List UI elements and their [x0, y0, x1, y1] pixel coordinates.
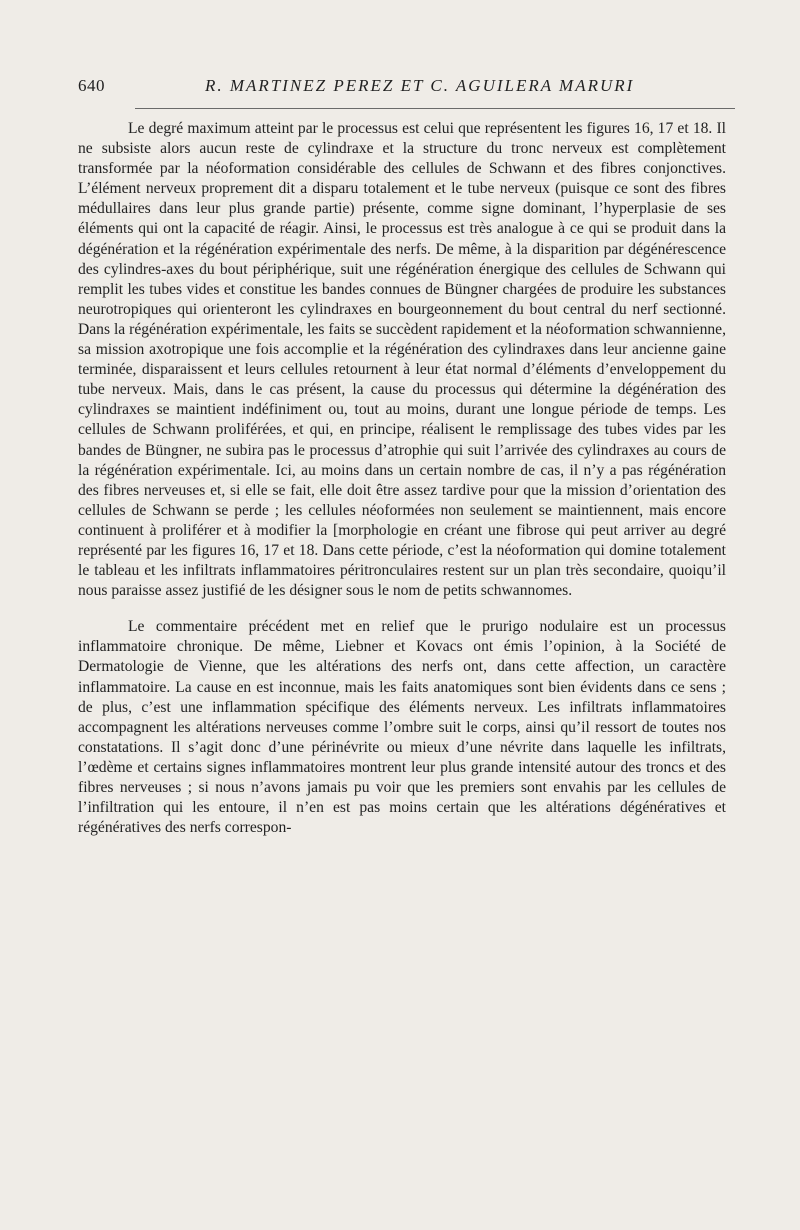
header-rule: [135, 108, 735, 109]
paragraph: Le degré maximum atteint par le processus est celui que représentent les figures 16, 17 et 18. Il ne subsiste alors aucun reste de cylindraxe et la structure du tronc nerveux est complètement transformée par la néoformation considérable des cellules de Schwann et des fibres conjonctives. L’élément nerveux proprement dit a disparu totalement et le tube nerveux (puisque ce sont des fibres médullaires dans leur plus grande partie) présente, comme signe dominant, l’hyperplasie de ses éléments qui ont la capacité de réagir. Ainsi, le processus est très analogue à ce qui se produit dans la dégénération et la régénération expérimentale des nerfs. De même, à la disparition par dégénérescence des cylindres-axes du bout périphérique, suit une régénération énergique des cellules de Schwann qui remplit les tubes vides et constitue les bandes connues de Büngner chargées de produire les substances neurotropiques qui orienteront les cylindraxes en bourgeonnement du bout central du nerf sectionné. Dans la régénération expérimentale, les faits se succèdent rapidement et la néoformation schwannienne, sa mission axotropique une fois accomplie et la régénération des cylindraxes dans leur ancienne gaine terminée, disparaissent et leurs cellules retournent à leur état normal d’éléments d’enveloppement du tube nerveux. Mais, dans le cas présent, la cause du processus qui détermine la dégénération des cylindraxes se maintient indéfiniment ou, tout au moins, durant une longue période de temps. Les cellules de Schwann proliférées, et qui, en principe, réalisent le remplissage des tubes vides par les bandes de Büngner, ne subira pas le processus d’atrophie qui suit l’arrivée des cylindraxes au cours de la régénération expérimentale. Ici, au moins dans un certain nombre de cas, il n’y a pas régénération des fibres nerveuses et, si elle se fait, elle doit être assez tardive pour que la mission d’orientation des cellules de Schwann se perde ; les cellules néoformées non seulement se maintiennent, mais encore continuent à proliférer et à modifier la [morphologie en créant une fibrose qui peut arriver au degré représenté par les figures 16, 17 et 18. Dans cette période, c’est la néoformation qui domine totalement le tableau et les infiltrats inflammatoires péritronculaires restent sur un plan très secondaire, quoiqu’il nous paraisse assez justifié de les désigner sous le nom de petits schwannomes.: [78, 120, 726, 600]
body-text: [78, 119, 726, 838]
running-title: R. MARTINEZ PEREZ ET C. AGUILERA MARURI: [205, 76, 635, 95]
paragraph: Le commentaire précédent met en relief que le prurigo nodulaire est un processus inflammatoire chronique. De même, Liebner et Kovacs ont émis l’opinion, à la Société de Dermatologie de Vienne, que les altérations des nerfs ont, dans cette affection, un caractère inflammatoire. La cause en est inconnue, mais les faits anatomiques sont bien évidents dans ce sens ; de plus, c’est une inflammation spécifique des éléments nerveux. Les infiltrats inflammatoires accompagnent les altérations nerveuses comme l’ombre suit le corps, ainsi qu’il ressort de toutes nos constatations. Il s’agit donc d’une périnévrite ou mieux d’une névrite dans laquelle les infiltrats, l’œdème et certains signes inflammatoires montrent leur plus grande intensité autour des troncs et des fibres nerveuses ; si nous n’avons jamais pu voir que les premiers sont envahis par les cellules de l’infiltration qui les entoure, il n’en est pas moins certain que les altérations dégénératives et régénératives des nerfs correspon-: [78, 618, 726, 837]
page-number: 640: [78, 76, 105, 95]
